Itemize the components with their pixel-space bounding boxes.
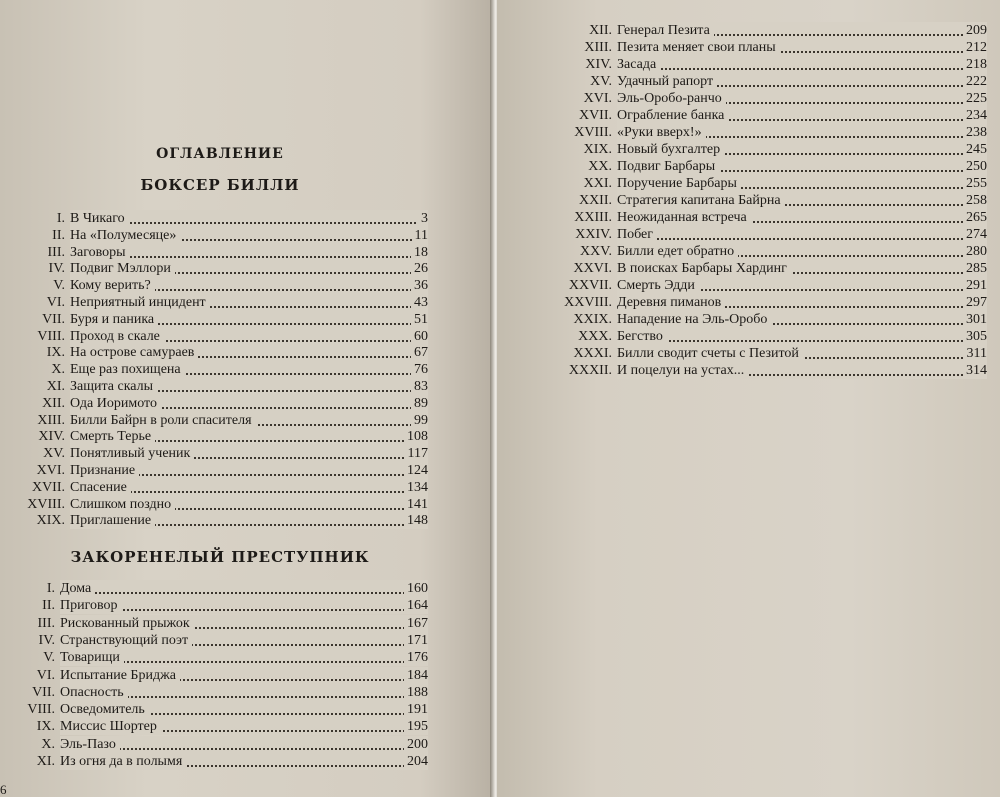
chapter-title: Бегство	[617, 328, 667, 345]
chapter-number: XXV.	[579, 244, 612, 259]
chapter-number: XX.	[588, 159, 612, 174]
chapter-title: Нападение на Эль-Оробо	[617, 311, 771, 328]
page-number: 245	[963, 141, 987, 158]
chapter-number: V.	[53, 278, 65, 294]
chapter-title: Пезита меняет свои планы	[617, 39, 780, 56]
chapter-title: Генерал Пезита	[617, 22, 714, 39]
page-number: 280	[963, 243, 987, 260]
toc-entry	[27, 701, 428, 718]
page-number: 134	[404, 479, 428, 496]
page-number: 255	[963, 175, 987, 192]
toc-entry	[37, 615, 428, 632]
chapter-number: XXXII.	[568, 363, 612, 378]
toc-entry	[568, 277, 987, 294]
chapter-number: IX.	[46, 345, 65, 361]
toc-entry	[573, 345, 987, 362]
chapter-title: Эль-Пазо	[60, 736, 120, 753]
chapter-title: Ода Иоримото	[70, 395, 161, 412]
chapter-title: Ограбление банка	[617, 107, 728, 124]
chapter-title: Опасность	[60, 684, 128, 701]
chapter-title: На острове самураев	[70, 344, 198, 361]
chapter-title: Товарищи	[60, 649, 124, 666]
page-number: 6	[0, 782, 7, 797]
chapter-number: II.	[52, 227, 65, 243]
page-number: 238	[963, 124, 987, 141]
part2-heading: ЗАКОРЕНЕЛЫЙ ПРЕСТУПНИК	[70, 548, 370, 566]
chapter-title: И поцелуи на устах...	[617, 362, 748, 379]
toc-entry	[575, 226, 987, 243]
chapter-number: VI.	[46, 295, 65, 310]
toc-entry	[36, 462, 428, 479]
toc-entry	[46, 294, 428, 311]
chapter-title: Признание	[70, 462, 139, 479]
toc-entry	[584, 39, 987, 56]
chapter-title: Удачный рапорт	[617, 73, 717, 90]
chapter-number: VIII.	[27, 702, 55, 718]
page-number: 188	[404, 684, 428, 701]
page-number: 191	[404, 701, 428, 718]
toc-entry	[590, 73, 987, 90]
chapter-title: Подвиг Мэллори	[70, 260, 175, 277]
toc-entry	[53, 277, 428, 294]
toc-entry	[48, 260, 428, 277]
toc-entry	[38, 632, 428, 649]
page-number: 167	[404, 615, 428, 632]
chapter-number: I.	[56, 211, 65, 226]
page-number: 212	[963, 39, 987, 56]
chapter-number: XII.	[589, 23, 612, 38]
page-number: 43	[411, 294, 428, 311]
chapter-title: Эль-Оробо-ранчо	[617, 90, 726, 107]
toc-entry	[31, 479, 428, 496]
toc-entry	[52, 227, 428, 244]
page-number: 297	[963, 294, 987, 311]
chapter-number: XXIV.	[575, 227, 612, 242]
page-number: 258	[963, 192, 987, 209]
chapter-title: Билли Байрн в роли спасителя	[70, 412, 256, 429]
toc-entry	[32, 684, 428, 701]
page-number: 124	[404, 462, 428, 479]
toc-entry	[36, 667, 428, 684]
part1-heading: БОКСЕР БИЛЛИ	[140, 176, 300, 194]
page-number: 285	[963, 260, 987, 277]
toc-entry	[41, 736, 428, 753]
chapter-number: XXVIII.	[564, 295, 612, 310]
chapter-number: XVII.	[578, 108, 612, 123]
chapter-number: XXVII.	[568, 278, 612, 293]
right-page	[497, 0, 1000, 797]
chapter-number: XI.	[46, 379, 65, 394]
chapter-title: Миссис Шортер	[60, 718, 161, 735]
chapter-title: Подвиг Барбары	[617, 158, 719, 175]
chapter-number: VIII.	[37, 328, 65, 344]
toc-entry	[583, 90, 987, 107]
chapter-title: Проход в скале	[70, 328, 164, 345]
toc-entry	[578, 192, 987, 209]
page-number: 60	[411, 328, 428, 345]
page-number: 89	[411, 395, 428, 412]
chapter-number: XIII.	[584, 40, 612, 55]
chapter-title: Испытание Бриджа	[60, 667, 180, 684]
page-number: 141	[404, 496, 428, 513]
chapter-number: III.	[37, 615, 55, 631]
chapter-title: В поисках Барбары Хардинг	[617, 260, 791, 277]
toc-entry	[36, 718, 428, 735]
chapter-number: VI.	[36, 667, 55, 683]
chapter-number: XV.	[43, 446, 65, 462]
page-number: 3	[418, 210, 428, 227]
toc-entry	[568, 362, 987, 379]
page-number: 176	[404, 649, 428, 666]
chapter-number: IV.	[38, 632, 55, 648]
chapter-title: Стратегия капитана Байрна	[617, 192, 785, 209]
page-number: 76	[411, 361, 428, 378]
chapter-number: VII.	[32, 684, 55, 700]
toc-entry	[583, 175, 987, 192]
toc-entry	[27, 496, 428, 513]
chapter-number: X.	[51, 362, 65, 378]
page-number: 301	[963, 311, 987, 328]
chapter-number: XI.	[36, 754, 55, 769]
chapter-title: Осведомитель	[60, 701, 149, 718]
chapter-number: XVIII.	[27, 496, 65, 512]
chapter-number: XIV.	[585, 57, 612, 72]
chapter-number: XXX.	[578, 329, 612, 344]
chapter-number: II.	[42, 598, 55, 614]
page-number: 250	[963, 158, 987, 175]
chapter-number: XII.	[42, 395, 65, 411]
toc-entry	[578, 328, 987, 345]
chapter-title: Засада	[617, 56, 660, 73]
page-number: 83	[411, 378, 428, 395]
toc-entry	[43, 649, 428, 666]
chapter-title: Заговоры	[70, 244, 130, 261]
toc-entry	[42, 597, 428, 614]
toc-entry	[42, 311, 428, 328]
toc-entry	[37, 412, 428, 429]
toc-entry	[46, 378, 428, 395]
chapter-title: Еще раз похищена	[70, 361, 185, 378]
chapter-number: XIX.	[36, 513, 65, 529]
toc-entry	[36, 512, 428, 529]
chapter-number: XXII.	[578, 193, 612, 208]
page-number: 117	[405, 445, 428, 462]
chapter-title: Слишком поздно	[70, 496, 175, 513]
toc-entry	[564, 294, 987, 311]
chapter-number: XVI.	[583, 91, 612, 106]
chapter-number: XVIII.	[574, 125, 612, 140]
chapter-title: Поручение Барбары	[617, 175, 741, 192]
chapter-title: Приговор	[60, 597, 122, 614]
page-number: 291	[963, 277, 987, 294]
page-number: 222	[963, 73, 987, 90]
page-number: 314	[963, 362, 987, 379]
toc-entry	[46, 580, 428, 597]
toc-entry	[589, 22, 987, 39]
contents-heading: ОГЛАВЛЕНИЕ	[156, 146, 284, 162]
toc-entry	[579, 243, 987, 260]
chapter-number: XXIII.	[574, 210, 612, 225]
chapter-title: Смерть Эдди	[617, 277, 699, 294]
chapter-title: Спасение	[70, 479, 131, 496]
chapter-number: XXXI.	[573, 346, 612, 361]
page-number: 225	[963, 90, 987, 107]
toc-entry	[588, 158, 987, 175]
dot-leader	[617, 68, 987, 70]
chapter-number: VII.	[42, 311, 65, 327]
toc-entry	[43, 445, 428, 462]
chapter-number: XXIX.	[573, 312, 612, 327]
dot-leader	[60, 592, 428, 594]
chapter-title: Кому верить?	[70, 277, 155, 294]
chapter-title: Новый бухгалтер	[617, 141, 724, 158]
chapter-title: Защита скалы	[70, 378, 157, 395]
page-number: 160	[404, 580, 428, 597]
left-page	[0, 0, 494, 797]
page-number: 51	[411, 311, 428, 328]
chapter-title: Билли сводит счеты с Пезитой	[617, 345, 803, 362]
chapter-title: Понятливый ученик	[70, 445, 194, 462]
toc-entry	[578, 107, 987, 124]
toc-entry	[585, 56, 987, 73]
page-number: 26	[411, 260, 428, 277]
chapter-number: XIII.	[37, 412, 65, 428]
page-number: 265	[963, 209, 987, 226]
chapter-number: V.	[43, 650, 55, 666]
page-number: 274	[963, 226, 987, 243]
page-number: 195	[404, 718, 428, 735]
chapter-title: Из огня да в полымя	[60, 753, 186, 770]
toc-entry	[51, 361, 428, 378]
page-number: 148	[404, 512, 428, 529]
chapter-title: Дома	[60, 580, 95, 597]
toc-entry	[38, 428, 428, 445]
chapter-title: На «Полумесяце»	[70, 227, 180, 244]
page-number: 200	[404, 736, 428, 753]
chapter-number: XIV.	[38, 429, 65, 445]
page-number: 36	[411, 277, 428, 294]
chapter-number: XIX.	[583, 142, 612, 157]
chapter-title: «Руки вверх!»	[617, 124, 706, 141]
toc-entry	[47, 244, 428, 261]
toc-entry	[37, 328, 428, 345]
chapter-number: IV.	[48, 261, 65, 277]
page-number: 99	[411, 412, 428, 429]
chapter-title: Рискованный прыжок	[60, 615, 194, 632]
chapter-title: Смерть Терье	[70, 428, 155, 445]
chapter-number: XVI.	[36, 463, 65, 478]
chapter-title: Неожиданная встреча	[617, 209, 751, 226]
toc-entry	[46, 344, 428, 361]
chapter-number: XV.	[590, 74, 612, 89]
page-number: 204	[404, 753, 428, 770]
chapter-number: XXVI.	[573, 261, 612, 276]
chapter-title: Билли едет обратно	[617, 243, 738, 260]
page-number: 11	[412, 227, 428, 244]
page-number: 18	[411, 244, 428, 261]
toc-entry	[573, 311, 987, 328]
chapter-title: Странствующий поэт	[60, 632, 192, 649]
toc-entry	[574, 209, 987, 226]
page-number: 305	[963, 328, 987, 345]
chapter-number: I.	[46, 581, 55, 596]
page-number: 184	[404, 667, 428, 684]
page-number: 218	[963, 56, 987, 73]
toc-entry	[36, 753, 428, 770]
page-number: 234	[963, 107, 987, 124]
page-number: 108	[404, 428, 428, 445]
page-number: 171	[404, 632, 428, 649]
page-number: 164	[404, 597, 428, 614]
toc-entry	[583, 141, 987, 158]
page-number: 311	[964, 345, 987, 362]
chapter-number: III.	[47, 244, 65, 260]
chapter-number: X.	[41, 736, 55, 752]
toc-entry	[574, 124, 987, 141]
chapter-title: Буря и паника	[70, 311, 158, 328]
dot-leader	[617, 340, 987, 342]
toc-entry	[56, 210, 428, 227]
chapter-number: XXI.	[583, 176, 612, 191]
toc-entry	[573, 260, 987, 277]
chapter-number: XVII.	[31, 479, 65, 495]
dot-leader	[617, 238, 987, 240]
chapter-title: В Чикаго	[70, 210, 129, 227]
toc-entry	[42, 395, 428, 412]
chapter-title: Неприятный инцидент	[70, 294, 210, 311]
chapter-title: Приглашение	[70, 512, 155, 529]
chapter-number: IX.	[36, 719, 55, 735]
page-number: 209	[963, 22, 987, 39]
chapter-title: Побег	[617, 226, 657, 243]
page-number: 67	[411, 344, 428, 361]
chapter-title: Деревня пиманов	[617, 294, 725, 311]
